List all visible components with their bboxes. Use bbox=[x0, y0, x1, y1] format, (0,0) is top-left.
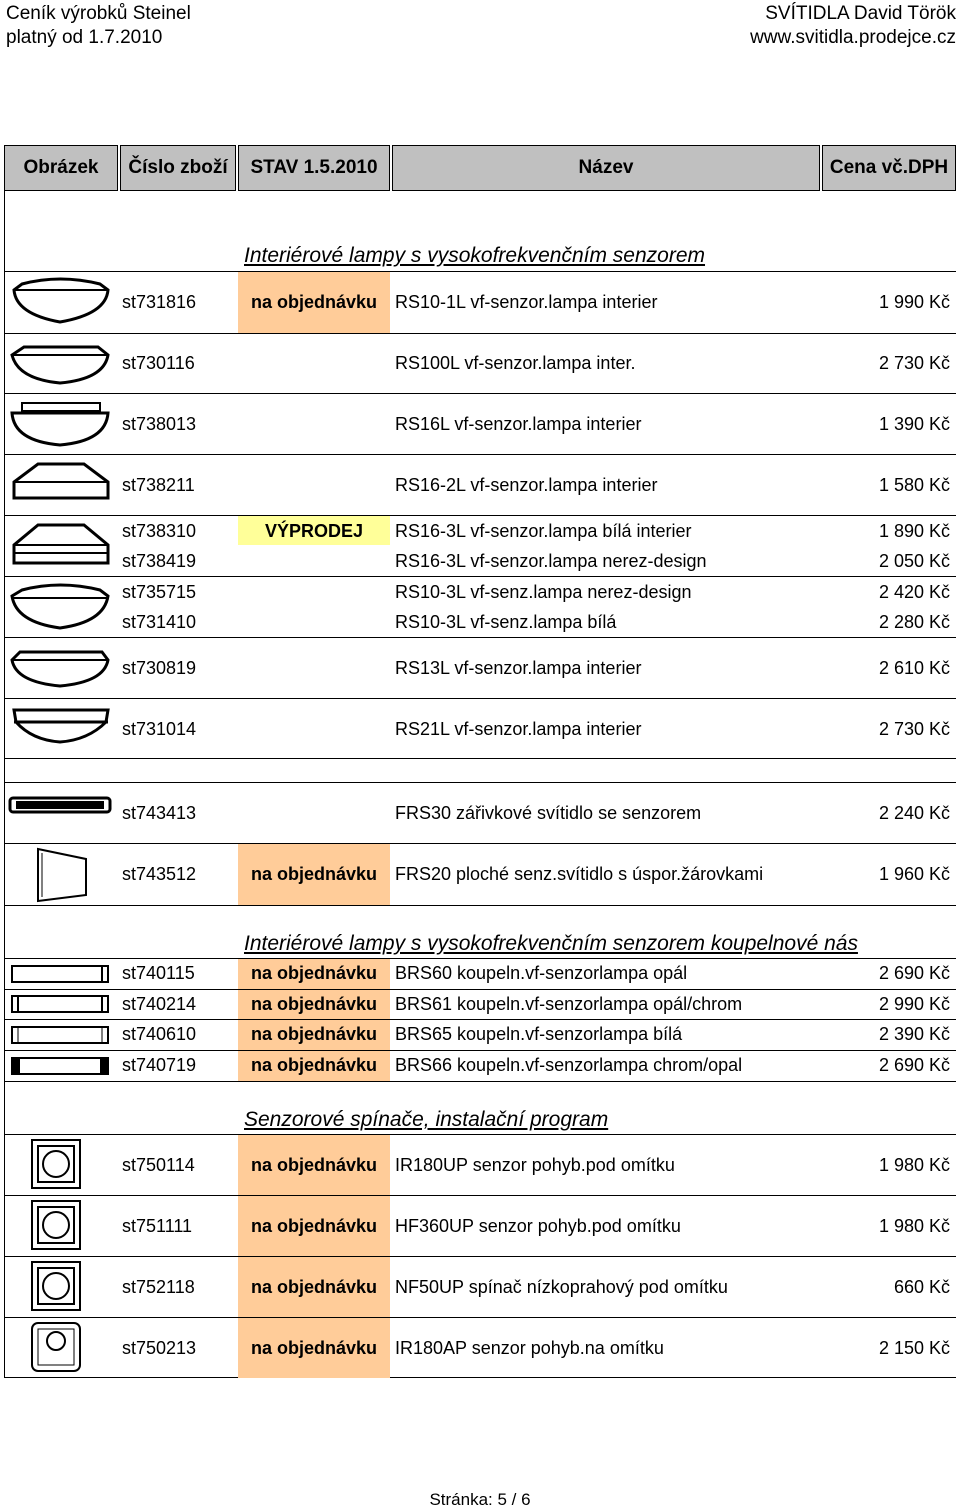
column-header-name: Název bbox=[392, 145, 820, 191]
motion-sensor-icon bbox=[28, 1136, 88, 1192]
product-status: na objednávku bbox=[250, 993, 378, 1014]
product-name: RS16-3L vf-senzor.lampa nerez-design bbox=[395, 551, 707, 571]
product-price: 1 960 Kč bbox=[878, 864, 950, 884]
product-price: 1 580 Kč bbox=[878, 475, 950, 495]
row-divider bbox=[4, 637, 956, 638]
product-name: IR180UP senzor pohyb.pod omítku bbox=[395, 1155, 675, 1175]
ceiling-lamp-icon bbox=[8, 335, 113, 390]
product-status: na objednávku bbox=[250, 863, 378, 884]
section-title-interior: Interiérové lampy s vysokofrekvenčním senzorem bbox=[244, 244, 706, 267]
page-number: Stránka: 5 / 6 bbox=[429, 1490, 531, 1509]
switch-icon bbox=[28, 1258, 88, 1314]
table-left-border bbox=[4, 191, 5, 1378]
product-name: RS16-3L vf-senzor.lampa bílá interier bbox=[395, 521, 692, 541]
product-price: 2 240 Kč bbox=[878, 803, 950, 823]
row-divider bbox=[4, 515, 956, 516]
ceiling-lamp-icon bbox=[8, 700, 113, 755]
product-name: HF360UP senzor pohyb.pod omítku bbox=[395, 1216, 681, 1236]
row-divider bbox=[4, 905, 956, 906]
row-divider bbox=[4, 782, 956, 783]
validity-date: platný od 1.7.2010 bbox=[6, 27, 163, 48]
row-divider bbox=[4, 1081, 956, 1082]
product-code: st731410 bbox=[122, 612, 197, 632]
product-status: na objednávku bbox=[250, 1154, 378, 1175]
row-divider bbox=[4, 333, 956, 334]
row-divider bbox=[4, 576, 956, 577]
fluorescent-lamp-icon bbox=[8, 792, 113, 822]
product-name: RS10-3L vf-senz.lampa bílá bbox=[395, 612, 617, 632]
product-status: na objednávku bbox=[250, 962, 378, 983]
ceiling-lamp-icon bbox=[8, 640, 113, 695]
bathroom-lamp-icon bbox=[8, 1054, 113, 1078]
column-header-code: Číslo zboží bbox=[120, 145, 236, 191]
product-price: 1 980 Kč bbox=[878, 1155, 950, 1175]
column-header-price: Cena vč.DPH bbox=[822, 145, 956, 191]
product-price: 2 280 Kč bbox=[878, 612, 950, 632]
product-name: RS10-3L vf-senz.lampa nerez-design bbox=[395, 582, 692, 602]
product-price: 1 890 Kč bbox=[878, 521, 950, 541]
product-status: na objednávku bbox=[250, 1215, 378, 1236]
product-status: na objednávku bbox=[250, 291, 378, 312]
pricelist-title: Ceník výrobků Steinel bbox=[6, 3, 191, 24]
company-name: SVÍTIDLA David Török bbox=[765, 3, 956, 24]
row-divider bbox=[4, 958, 956, 959]
product-name: NF50UP spínač nízkoprahový pod omítku bbox=[395, 1277, 728, 1297]
product-code: st738211 bbox=[122, 475, 195, 495]
product-name: RS100L vf-senzor.lampa inter. bbox=[395, 353, 636, 373]
product-price: 2 050 Kč bbox=[878, 551, 950, 571]
ceiling-lamp-icon bbox=[8, 578, 113, 636]
row-divider bbox=[4, 1134, 956, 1135]
table-bottom-border bbox=[4, 1377, 956, 1378]
company-website: www.svitidla.prodejce.cz bbox=[750, 27, 956, 48]
product-price: 2 390 Kč bbox=[878, 1024, 950, 1044]
product-code: st730116 bbox=[122, 353, 195, 373]
row-divider bbox=[4, 271, 956, 272]
product-name: RS21L vf-senzor.lampa interier bbox=[395, 719, 642, 739]
product-status: VÝPRODEJ bbox=[264, 520, 364, 541]
product-code: st738013 bbox=[122, 414, 197, 434]
column-header-status: STAV 1.5.2010 bbox=[238, 145, 390, 191]
product-price: 1 390 Kč bbox=[878, 414, 950, 434]
product-name: RS16L vf-senzor.lampa interier bbox=[395, 414, 642, 434]
product-price: 1 990 Kč bbox=[878, 292, 950, 312]
product-code: st738310 bbox=[122, 521, 197, 541]
ceiling-lamp-icon bbox=[8, 272, 113, 330]
flat-lamp-icon bbox=[8, 845, 113, 903]
product-code: st750114 bbox=[122, 1155, 195, 1175]
row-divider bbox=[4, 1019, 956, 1020]
product-name: RS13L vf-senzor.lampa interier bbox=[395, 658, 642, 678]
row-divider bbox=[4, 1195, 956, 1196]
product-name: IR180AP senzor pohyb.na omítku bbox=[395, 1338, 664, 1358]
product-price: 2 990 Kč bbox=[878, 994, 950, 1014]
product-code: st740214 bbox=[122, 994, 197, 1014]
row-divider bbox=[4, 698, 956, 699]
product-price: 2 730 Kč bbox=[878, 353, 950, 373]
product-code: st740719 bbox=[122, 1055, 197, 1075]
section-title-bathroom: Interiérové lampy s vysokofrekvenčním senzorem koupelnové nás bbox=[244, 932, 858, 955]
product-price: 2 730 Kč bbox=[878, 719, 950, 739]
product-price: 2 150 Kč bbox=[878, 1338, 950, 1358]
product-name: FRS20 ploché senz.svítidlo s úspor.žárovkami bbox=[395, 864, 764, 884]
product-code: st740610 bbox=[122, 1024, 197, 1044]
product-name: RS10-1L vf-senzor.lampa interier bbox=[395, 292, 658, 312]
product-code: st750213 bbox=[122, 1338, 197, 1358]
row-divider bbox=[4, 843, 956, 844]
bathroom-lamp-icon bbox=[8, 1023, 113, 1047]
product-status: na objednávku bbox=[250, 1337, 378, 1358]
product-price: 1 980 Kč bbox=[878, 1216, 950, 1236]
product-code: st735715 bbox=[122, 582, 197, 602]
column-header-image: Obrázek bbox=[4, 145, 118, 191]
product-status: na objednávku bbox=[250, 1054, 378, 1075]
bathroom-lamp-icon bbox=[8, 962, 113, 986]
product-code: st743413 bbox=[122, 803, 197, 823]
product-code: st743512 bbox=[122, 864, 197, 884]
product-price: 2 610 Kč bbox=[878, 658, 950, 678]
product-code: st740115 bbox=[122, 963, 195, 983]
section-title-switches: Senzorové spínače, instalační program bbox=[244, 1108, 609, 1131]
ceiling-lamp-icon bbox=[8, 517, 113, 575]
product-price: 2 690 Kč bbox=[878, 1055, 950, 1075]
row-divider bbox=[4, 758, 956, 759]
bathroom-lamp-icon bbox=[8, 992, 113, 1016]
product-price: 660 Kč bbox=[893, 1277, 950, 1297]
product-name: BRS66 koupeln.vf-senzorlampa chrom/opal bbox=[395, 1055, 743, 1075]
row-divider bbox=[4, 1050, 956, 1051]
product-code: st730819 bbox=[122, 658, 197, 678]
motion-sensor-icon bbox=[28, 1197, 88, 1253]
product-name: BRS61 koupeln.vf-senzorlampa opál/chrom bbox=[395, 994, 743, 1014]
ceiling-lamp-icon bbox=[8, 456, 113, 512]
product-name: FRS30 zářivkové svítidlo se senzorem bbox=[395, 803, 702, 823]
product-price: 2 690 Kč bbox=[878, 963, 950, 983]
row-divider bbox=[4, 989, 956, 990]
product-status: na objednávku bbox=[250, 1276, 378, 1297]
product-name: BRS65 koupeln.vf-senzorlampa bílá bbox=[395, 1024, 683, 1044]
product-status: na objednávku bbox=[250, 1023, 378, 1044]
product-name: RS16-2L vf-senzor.lampa interier bbox=[395, 475, 658, 495]
product-code: st751111 bbox=[122, 1216, 193, 1236]
row-divider bbox=[4, 1317, 956, 1318]
ceiling-lamp-icon bbox=[8, 395, 113, 451]
row-divider bbox=[4, 454, 956, 455]
product-code: st738419 bbox=[122, 551, 197, 571]
product-code: st731816 bbox=[122, 292, 197, 312]
row-divider bbox=[4, 1256, 956, 1257]
row-divider bbox=[4, 393, 956, 394]
motion-sensor-icon bbox=[28, 1319, 88, 1375]
product-code: st752118 bbox=[122, 1277, 195, 1297]
product-price: 2 420 Kč bbox=[878, 582, 950, 602]
product-name: BRS60 koupeln.vf-senzorlampa opál bbox=[395, 963, 688, 983]
product-code: st731014 bbox=[122, 719, 197, 739]
